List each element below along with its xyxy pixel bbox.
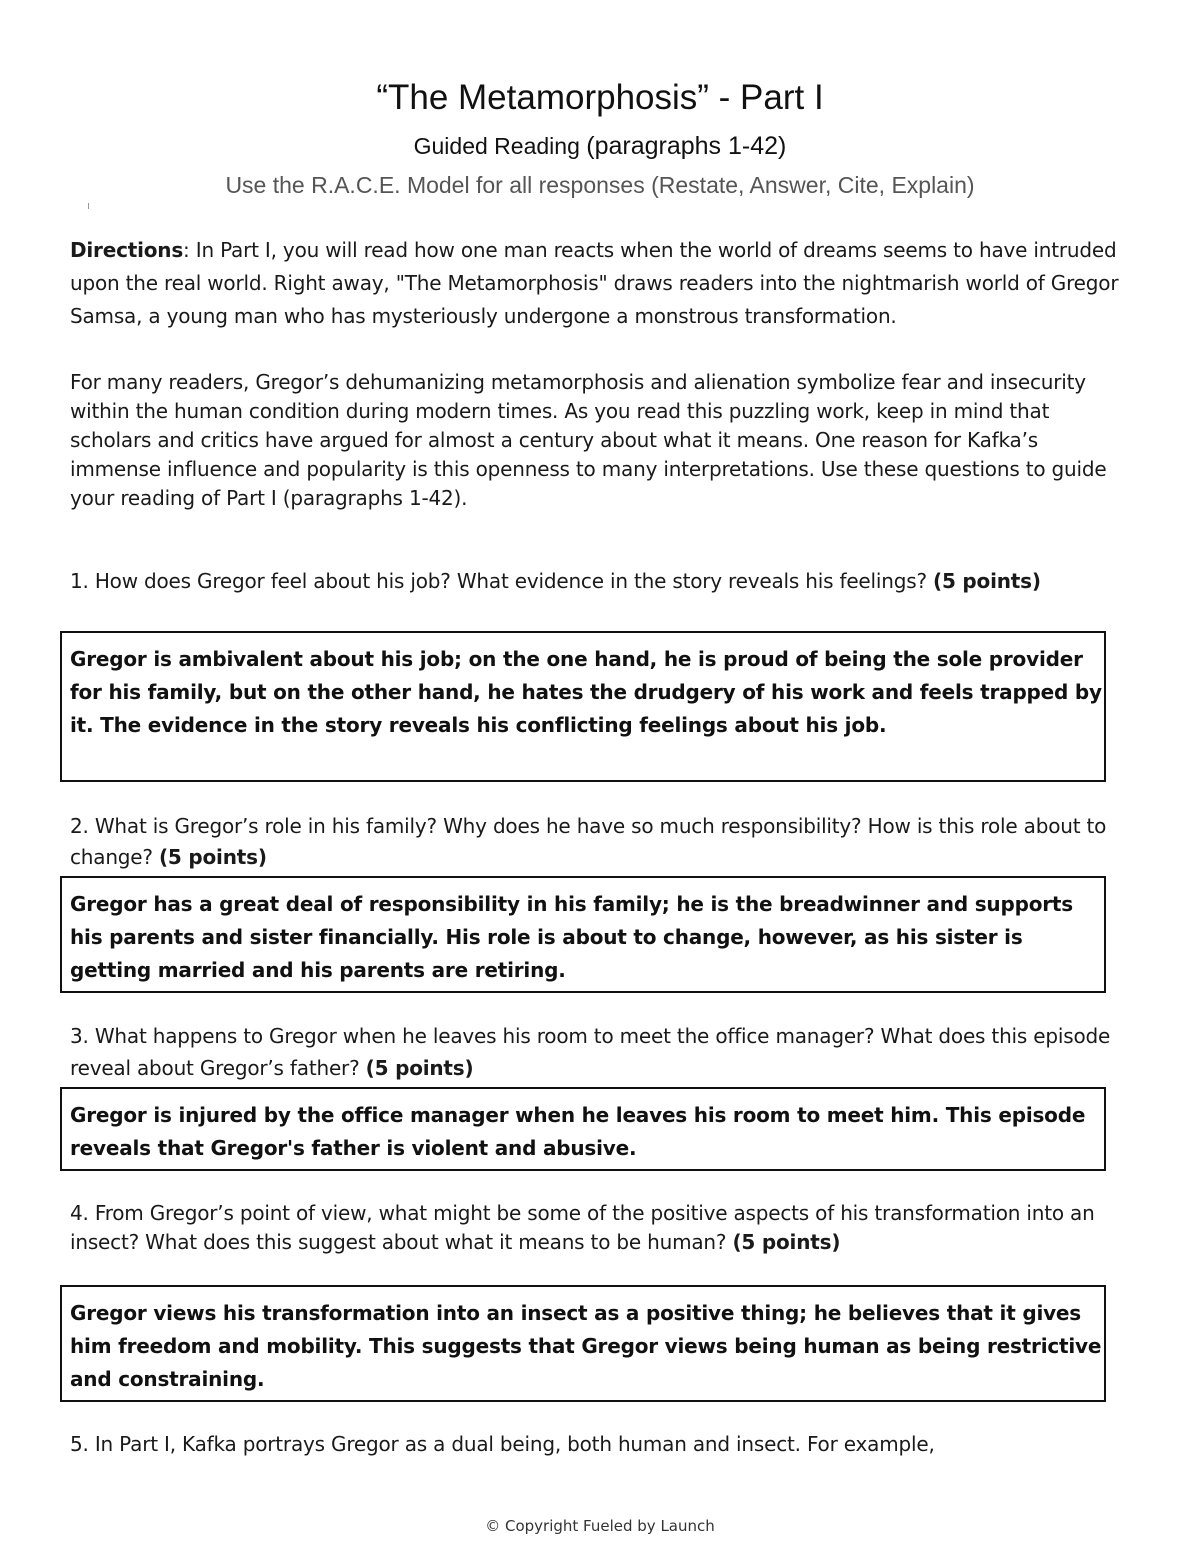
question-4-text: 4. From Gregor’s point of view, what might be some of the positive aspects of his transformation into an insect? What does this suggest about what it means to be human? [70,1201,1095,1254]
question-3 [70,1020,1130,1084]
subtitle-main: Guided Reading [413,133,587,159]
subtitle-paragraph-range: (paragraphs 1-42) [586,132,787,160]
question-3-points: (5 points) [365,1056,474,1080]
answer-box-2: Gregor has a great deal of responsibility in his family; he is the breadwinner and supports his parents and sister financially. His role is about to change, however, as his sister is getting married and his parents are retiring. [60,876,1106,993]
question-1 [70,566,1130,597]
directions-second-paragraph: For many readers, Gregor’s dehumanizing metamorphosis and alienation symbolize fear and insecurity within the human condition during modern times. As you read this puzzling work, keep in mind that scholars and critics have argued for almost a century about what it means. One reason for Kafka’s immense influence and popularity is this openness to many interpretations. Use these questions to guide your reading of Part I (paragraphs 1-42). [70,370,1107,510]
race-instruction: Use the R.A.C.E. Model for all responses (Restate, Answer, Cite, Explain) [225,172,975,198]
question-2-text: 2. What is Gregor’s role in his family? Why does he have so much responsibility? How is this role about to change? [70,814,1107,869]
question-1-points: (5 points) [933,569,1041,593]
directions-intro: : In Part I, you will read how one man reacts when the world of dreams seems to have intruded upon the real world. Right away, "The Metamorphosis" draws readers into the nightmarish world of Gregor Samsa, a young man who has mysteriously undergone a monstrous transformation. [70,238,1119,328]
question-4 [70,1199,1130,1257]
copyright-footer: © Copyright Fueled by Launch [485,1517,715,1535]
question-3-text: 3. What happens to Gregor when he leaves his room to meet the office manager? What does this episode reveal about Gregor’s father? [70,1024,1111,1080]
question-5 [70,1429,1130,1460]
question-4-points: (5 points) [732,1230,841,1254]
page-subtitle [0,132,1200,161]
question-1-text: 1. How does Gregor feel about his job? What evidence in the story reveals his feelings? [70,569,934,593]
question-2-points: (5 points) [158,845,267,869]
answer-box-4: Gregor views his transformation into an insect as a positive thing; he believes that it gives him freedom and mobility. This suggests that Gregor views being human as being restrictive and constraining. [60,1285,1106,1402]
answer-box-3: Gregor is injured by the office manager when he leaves his room to meet him. This episode reveals that Gregor's father is violent and abusive. [60,1087,1106,1171]
directions-label: Directions [70,238,184,262]
stray-mark [88,203,89,209]
page-title: “The Metamorphosis” - Part I [376,78,824,117]
answer-box-1: Gregor is ambivalent about his job; on the one hand, he is proud of being the sole provider for his family, but on the other hand, he hates the drudgery of his work and feels trapped by it. The evidence in the story reveals his conflicting feelings about his job. [60,631,1106,782]
question-5-text: 5. In Part I, Kafka portrays Gregor as a dual being, both human and insect. For example, [70,1432,935,1456]
directions-paragraph [70,234,1130,333]
question-2 [70,811,1130,873]
